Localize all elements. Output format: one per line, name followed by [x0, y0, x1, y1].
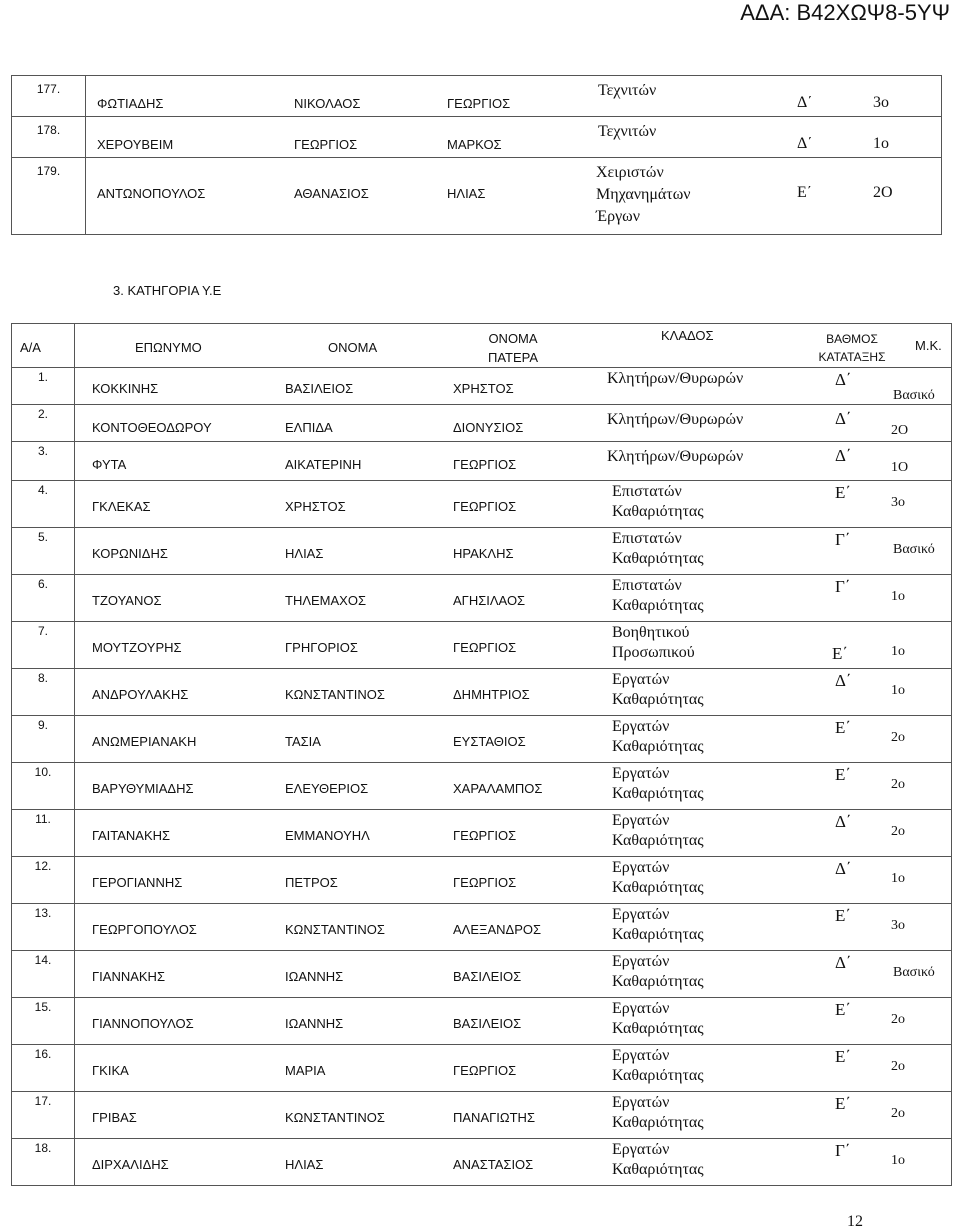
- surname: ΧΕΡΟΥΒΕΙΜ: [97, 137, 174, 152]
- branch-line2: Καθαριότητας: [612, 503, 704, 520]
- row-number: 4.: [12, 481, 75, 528]
- grade: Ε΄: [835, 765, 852, 784]
- table-row: [12, 481, 952, 528]
- row-content: [75, 368, 952, 405]
- mk: 1ο: [891, 1153, 905, 1168]
- row-content: [86, 117, 942, 158]
- table-row: [12, 622, 952, 669]
- branch-line2: Προσωπικού: [612, 644, 695, 661]
- branch-line1: Εργατών: [612, 718, 670, 735]
- category-title: 3. ΚΑΤΗΓΟΡΙΑ Υ.Ε: [113, 283, 222, 298]
- grade: Δ΄: [835, 370, 852, 389]
- category-table: [11, 323, 952, 1186]
- branch-line1: Εργατών: [612, 1000, 670, 1017]
- mk: Βασικό: [893, 388, 935, 403]
- mk: 2ο: [891, 730, 905, 745]
- header-aa: Α/Α: [12, 324, 75, 368]
- mk: 3ο: [873, 94, 889, 111]
- branch-line1: Εργατών: [612, 765, 670, 782]
- first-name: ΝΙΚΟΛΑΟΣ: [294, 96, 361, 111]
- table-row: [12, 904, 952, 951]
- branch-line1: Εργατών: [612, 953, 670, 970]
- surname: ΦΥΤΑ: [92, 457, 127, 472]
- branch: Κλητήρων/Θυρωρών: [607, 370, 744, 387]
- table-row: [12, 575, 952, 622]
- branch-line2: Καθαριότητας: [612, 691, 704, 708]
- surname: ΔΙΡΧΑΛΙΔΗΣ: [92, 1157, 169, 1172]
- row-cell: [86, 76, 941, 116]
- row-cell: [75, 716, 951, 762]
- branch-line2: Καθαριότητας: [612, 785, 704, 802]
- row-content: [86, 158, 942, 235]
- row-number: 178.: [12, 117, 86, 158]
- table-row: [12, 1139, 952, 1186]
- row-cell: [75, 904, 951, 950]
- surname: ΚΟΚΚΙΝΗΣ: [92, 381, 159, 396]
- father-name: ΔΙΟΝΥΣΙΟΣ: [453, 420, 524, 435]
- father-name: ΓΕΩΡΓΙΟΣ: [453, 457, 517, 472]
- branch: Τεχνιτών: [598, 82, 657, 99]
- row-content: [75, 669, 952, 716]
- row-number: 14.: [12, 951, 75, 998]
- header-content: [75, 324, 952, 368]
- row-number: 8.: [12, 669, 75, 716]
- mk: Βασικό: [893, 965, 935, 980]
- branch-line2: Καθαριότητας: [612, 597, 704, 614]
- first-name: ΕΛΠΙΔΑ: [285, 420, 333, 435]
- surname: ΓΑΙΤΑΝΑΚΗΣ: [92, 828, 171, 843]
- row-cell: [75, 1045, 951, 1091]
- first-name: ΕΛΕΥΘΕΡΙΟΣ: [285, 781, 369, 796]
- table-row: [12, 1045, 952, 1092]
- first-name: ΚΩΝΣΤΑΝΤΙΝΟΣ: [285, 687, 385, 702]
- grade: Γ΄: [835, 530, 851, 549]
- row-number: 5.: [12, 528, 75, 575]
- father-name: ΑΝΑΣΤΑΣΙΟΣ: [453, 1157, 534, 1172]
- row-cell: [75, 951, 951, 997]
- grade: Ε΄: [835, 718, 852, 737]
- grade: Γ΄: [835, 1141, 851, 1160]
- row-content: [75, 528, 952, 575]
- surname: ΤΖΟΥΑΝΟΣ: [92, 593, 162, 608]
- surname: ΓΙΑΝΝΑΚΗΣ: [92, 969, 165, 984]
- surname: ΓΕΡΟΓΙΑΝΝΗΣ: [92, 875, 183, 890]
- table-row: [12, 158, 942, 235]
- mk: 2Ο: [873, 184, 893, 201]
- surname: ΓΕΩΡΓΟΠΟΥΛΟΣ: [92, 922, 197, 937]
- row-content: [75, 622, 952, 669]
- surname: ΒΑΡΥΘΥΜΙΑΔΗΣ: [92, 781, 194, 796]
- table-row: [12, 405, 952, 442]
- row-number: 15.: [12, 998, 75, 1045]
- grade: Ε΄: [835, 906, 852, 925]
- branch-line1: Εργατών: [612, 671, 670, 688]
- page-number: 12: [847, 1213, 863, 1230]
- row-content: [75, 857, 952, 904]
- mk: Βασικό: [893, 542, 935, 557]
- row-number: 16.: [12, 1045, 75, 1092]
- branch-line2: Καθαριότητας: [612, 550, 704, 567]
- row-number: 10.: [12, 763, 75, 810]
- father-name: ΑΓΗΣΙΛΑΟΣ: [453, 593, 526, 608]
- row-number: 2.: [12, 405, 75, 442]
- row-cell: [86, 117, 941, 157]
- row-number: 18.: [12, 1139, 75, 1186]
- table-row: [12, 669, 952, 716]
- mk: 2ο: [891, 777, 905, 792]
- father-name: ΜΑΡΚΟΣ: [447, 137, 502, 152]
- mk: 3ο: [891, 495, 905, 510]
- branch-line2: Καθαριότητας: [612, 1067, 704, 1084]
- first-name: ΓΕΩΡΓΙΟΣ: [294, 137, 358, 152]
- mk: 3ο: [891, 918, 905, 933]
- row-content: [75, 481, 952, 528]
- row-cell: [75, 810, 951, 856]
- branch-line1: Εργατών: [612, 906, 670, 923]
- row-content: [75, 951, 952, 998]
- father-name: ΒΑΣΙΛΕΙΟΣ: [453, 969, 522, 984]
- father-name: ΒΑΣΙΛΕΙΟΣ: [453, 1016, 522, 1031]
- branch-line1: Εργατών: [612, 812, 670, 829]
- row-cell: [75, 405, 951, 441]
- row-number: 7.: [12, 622, 75, 669]
- grade: Ε΄: [835, 1094, 852, 1113]
- header-cell: [75, 324, 951, 367]
- row-number: 6.: [12, 575, 75, 622]
- branch-line2: Καθαριότητας: [612, 973, 704, 990]
- row-number: 179.: [12, 158, 86, 235]
- mk: 2ο: [891, 1012, 905, 1027]
- branch-line2: Καθαριότητας: [612, 1161, 704, 1178]
- branch-line2: Καθαριότητας: [612, 832, 704, 849]
- mk: 1ο: [891, 644, 905, 659]
- father-name: ΓΕΩΡΓΙΟΣ: [453, 640, 517, 655]
- row-cell: [86, 158, 941, 234]
- row-cell: [75, 857, 951, 903]
- row-content: [75, 442, 952, 481]
- first-name: ΒΑΣΙΛΕΙΟΣ: [285, 381, 354, 396]
- branch-line2: Καθαριότητας: [612, 1020, 704, 1037]
- grade: Ε΄: [835, 483, 852, 502]
- grade: Ε΄: [797, 184, 813, 201]
- mk: 1Ο: [891, 460, 909, 475]
- surname: ΦΩΤΙΑΔΗΣ: [97, 96, 164, 111]
- surname: ΑΝΔΡΟΥΛΑΚΗΣ: [92, 687, 189, 702]
- row-number: 1.: [12, 368, 75, 405]
- father-name: ΠΑΝΑΓΙΩΤΗΣ: [453, 1110, 535, 1125]
- branch-line1: Βοηθητικού: [612, 624, 690, 641]
- header-father: ΟΝΟΜΑ ΠΑΤΕΡΑ: [487, 331, 539, 365]
- surname: ΑΝΤΩΝΟΠΟΥΛΟΣ: [97, 186, 206, 201]
- surname: ΜΟΥΤΖΟΥΡΗΣ: [92, 640, 182, 655]
- mk: 2Ο: [891, 423, 909, 438]
- branch-line2: Καθαριότητας: [612, 879, 704, 896]
- row-cell: [75, 763, 951, 809]
- grade: Δ΄: [835, 859, 852, 878]
- header-grade: ΒΑΘΜΟΣ ΚΑΤΑΤΑΞΗΣ: [818, 332, 886, 364]
- row-cell: [75, 442, 951, 480]
- first-name: ΗΛΙΑΣ: [285, 546, 324, 561]
- ada-header: ΑΔΑ: Β42ΧΩΨ8-5ΥΨ: [740, 0, 950, 25]
- father-name: ΗΛΙΑΣ: [447, 186, 486, 201]
- mk: 1ο: [891, 589, 905, 604]
- branch-line1: Επιστατών: [612, 577, 682, 594]
- branch-line1: Επιστατών: [612, 530, 682, 547]
- branch-line2: Καθαριότητας: [612, 1114, 704, 1131]
- header-name: ΟΝΟΜΑ: [328, 340, 378, 355]
- grade: Ε΄: [835, 1000, 852, 1019]
- surname: ΚΟΡΩΝΙΔΗΣ: [92, 546, 168, 561]
- branch-line1: Εργατών: [612, 859, 670, 876]
- grade: Δ΄: [797, 135, 813, 152]
- father-name: ΓΕΩΡΓΙΟΣ: [453, 875, 517, 890]
- header-mk: Μ.Κ.: [915, 338, 942, 353]
- mk: 1ο: [891, 683, 905, 698]
- row-cell: [75, 1139, 951, 1185]
- mk: 1ο: [873, 135, 889, 152]
- table-row: [12, 76, 942, 117]
- row-cell: [75, 528, 951, 574]
- branch: Κλητήρων/Θυρωρών: [607, 448, 744, 465]
- branch-line1: Εργατών: [612, 1047, 670, 1064]
- table-row: [12, 716, 952, 763]
- first-name: ΚΩΝΣΤΑΝΤΙΝΟΣ: [285, 1110, 385, 1125]
- grade: Δ΄: [835, 953, 852, 972]
- row-number: 177.: [12, 76, 86, 117]
- mk: 2ο: [891, 1059, 905, 1074]
- branch-line1: Εργατών: [612, 1141, 670, 1158]
- father-name: ΓΕΩΡΓΙΟΣ: [453, 828, 517, 843]
- row-content: [75, 763, 952, 810]
- table-row: [12, 1092, 952, 1139]
- header-branch: ΚΛΑΔΟΣ: [661, 328, 714, 343]
- header-row: [12, 324, 952, 368]
- first-name: ΚΩΝΣΤΑΝΤΙΝΟΣ: [285, 922, 385, 937]
- father-name: ΕΥΣΤΑΘΙΟΣ: [453, 734, 526, 749]
- branch: Κλητήρων/Θυρωρών: [607, 411, 744, 428]
- grade: Δ΄: [797, 94, 813, 111]
- branch-line2: Καθαριότητας: [612, 738, 704, 755]
- surname: ΓΚΛΕΚΑΣ: [92, 499, 151, 514]
- father-name: ΧΑΡΑΛΑΜΠΟΣ: [453, 781, 543, 796]
- surname: ΓΡΙΒΑΣ: [92, 1110, 137, 1125]
- table-row: [12, 857, 952, 904]
- row-number: 13.: [12, 904, 75, 951]
- row-content: [75, 810, 952, 857]
- table-row: [12, 528, 952, 575]
- table-row: [12, 442, 952, 481]
- row-content: [75, 716, 952, 763]
- first-name: ΤΗΛΕΜΑΧΟΣ: [285, 593, 367, 608]
- row-cell: [75, 669, 951, 715]
- first-name: ΗΛΙΑΣ: [285, 1157, 324, 1172]
- father-name: ΑΛΕΞΑΝΔΡΟΣ: [453, 922, 542, 937]
- row-content: [75, 405, 952, 442]
- grade: Δ΄: [835, 446, 852, 465]
- mk: 2ο: [891, 824, 905, 839]
- surname: ΚΟΝΤΟΘΕΟΔΩΡΟΥ: [92, 420, 212, 435]
- first-name: ΤΑΣΙΑ: [285, 734, 321, 749]
- first-name: ΧΡΗΣΤΟΣ: [285, 499, 346, 514]
- row-cell: [75, 575, 951, 621]
- grade: Δ΄: [835, 671, 852, 690]
- mk: 1ο: [891, 871, 905, 886]
- grade: Δ΄: [835, 409, 852, 428]
- row-content: [75, 1139, 952, 1186]
- row-cell: [75, 368, 951, 404]
- father-name: ΓΕΩΡΓΙΟΣ: [453, 1063, 517, 1078]
- table-row: [12, 368, 952, 405]
- father-name: ΔΗΜΗΤΡΙΟΣ: [453, 687, 530, 702]
- table-row: [12, 763, 952, 810]
- branch-line2: Καθαριότητας: [612, 926, 704, 943]
- grade: Δ΄: [835, 812, 852, 831]
- father-name: ΧΡΗΣΤΟΣ: [453, 381, 514, 396]
- surname: ΑΝΩΜΕΡΙΑΝΑΚΗ: [92, 734, 197, 749]
- branch: Χειριστών Μηχανημάτων Έργων: [596, 164, 691, 225]
- branch: Τεχνιτών: [598, 123, 657, 140]
- row-content: [75, 1092, 952, 1139]
- row-number: 17.: [12, 1092, 75, 1139]
- branch-line1: Επιστατών: [612, 483, 682, 500]
- first-name: ΓΡΗΓΟΡΙΟΣ: [285, 640, 358, 655]
- surname: ΓΚΙΚΑ: [92, 1063, 129, 1078]
- table-row: [12, 998, 952, 1045]
- table-row: [12, 810, 952, 857]
- first-name: ΑΘΑΝΑΣΙΟΣ: [294, 186, 369, 201]
- row-number: 3.: [12, 442, 75, 481]
- table-row: [12, 117, 942, 158]
- row-number: 9.: [12, 716, 75, 763]
- branch-line1: Εργατών: [612, 1094, 670, 1111]
- first-name: ΠΕΤΡΟΣ: [285, 875, 338, 890]
- first-name: ΙΩΑΝΝΗΣ: [285, 969, 344, 984]
- header-surname: ΕΠΩΝΥΜΟ: [135, 340, 202, 355]
- grade: Ε΄: [835, 1047, 852, 1066]
- top-table: [11, 75, 942, 235]
- mk: 2ο: [891, 1106, 905, 1121]
- grade: Γ΄: [835, 577, 851, 596]
- row-cell: [75, 1092, 951, 1138]
- surname: ΓΙΑΝΝΟΠΟΥΛΟΣ: [92, 1016, 194, 1031]
- row-number: 11.: [12, 810, 75, 857]
- first-name: ΙΩΑΝΝΗΣ: [285, 1016, 344, 1031]
- father-name: ΓΕΩΡΓΙΟΣ: [447, 96, 511, 111]
- row-cell: [75, 481, 951, 527]
- row-cell: [75, 998, 951, 1044]
- row-cell: [75, 622, 951, 668]
- first-name: ΜΑΡΙΑ: [285, 1063, 326, 1078]
- row-number: 12.: [12, 857, 75, 904]
- row-content: [75, 575, 952, 622]
- father-name: ΓΕΩΡΓΙΟΣ: [453, 499, 517, 514]
- first-name: ΕΜΜΑΝΟΥΗΛ: [285, 828, 370, 843]
- row-content: [75, 904, 952, 951]
- first-name: ΑΙΚΑΤΕΡΙΝΗ: [285, 457, 362, 472]
- table-row: [12, 951, 952, 998]
- row-content: [75, 1045, 952, 1092]
- row-content: [75, 998, 952, 1045]
- row-content: [86, 76, 942, 117]
- grade: Ε΄: [832, 644, 849, 663]
- father-name: ΗΡΑΚΛΗΣ: [453, 546, 514, 561]
